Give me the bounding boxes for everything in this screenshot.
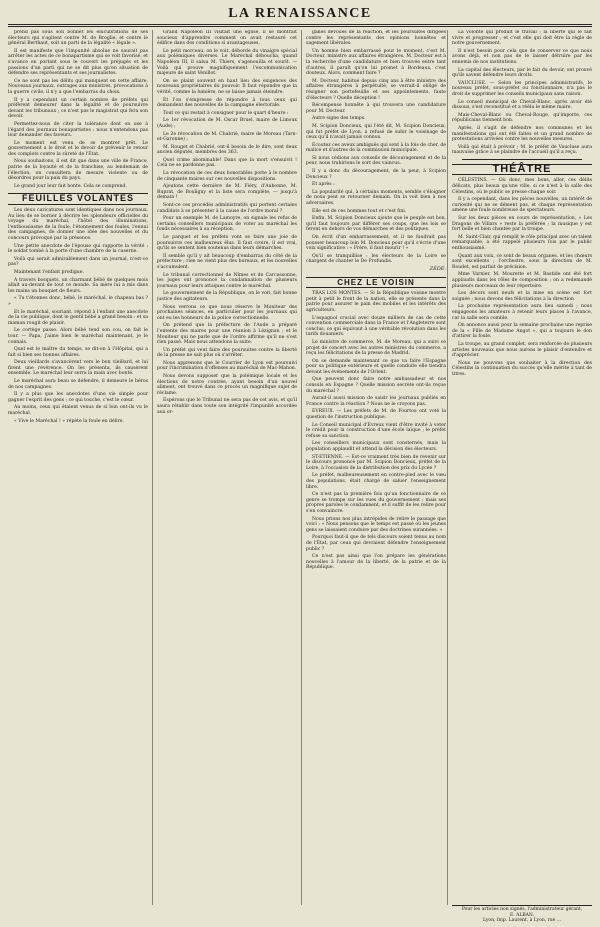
paragraph: Ce ne sont pas les délits qui manquent en cette affaire. Nouveaux journaux, outrages aux ministres, provocations à la guerre civile, il n'y a que l'embarras du choix. [8, 78, 148, 95]
paragraph: Un préfet qui veut faire des poursuites contre la liberté de la presse ne sait plus où s'arrêter. [157, 347, 297, 359]
column-divider [152, 30, 153, 905]
col3-body-2 [306, 291, 446, 571]
paragraph: Si nous cédions aux conseils de découragement et de la peur, nous trahirions le sort des vaincus. [306, 155, 446, 167]
paragraph: « Tu t'étonnes donc, bébé, le maréchal, le chapeau bas ? » [8, 296, 148, 307]
printer-footer [452, 905, 592, 924]
paragraph: Le cortège passe. Alors bébé tend son cou, on fait le tour. — Papa, j'aime bien le maréchal maintenant, je le connais. [8, 328, 148, 345]
paragraph: On se plaint souvent en haut lieu des exigences des nouveaux propriétaires du pouvoir. Il faut répondre que la vérité, comme la lumière, ne se laisse jamais éteindre. [157, 78, 297, 95]
section-title-chez-le-voisin: CHEZ LE VOISIN [306, 277, 446, 289]
paragraph: Quel crime abominable! Dans que la mort s'ensuivit ! Cela ne se pardonne pas. [157, 157, 297, 169]
paragraph: Après, il s'agit de défendre nos communes et les manifestations qui ont été faites et un grand nombre de protestations arrivées contre les nouvelles mesures. [452, 125, 592, 143]
paragraph: Une petite anecdote de l'épouse qui rapporte la vérité : le soldat tombé à la porte d'une chambre de la caserne. [8, 243, 148, 255]
paragraph: Le moment est venu de se montrer prêt. Le gouvernement a le droit et le devoir de prévenir le retour des complots contre la sûreté de l'État. [8, 140, 148, 157]
masthead-title: LA RENAISSANCE [228, 6, 372, 21]
paragraph: VAUCLUSE. — Selon les principes administratifs, le nouveau préfet, sous-préfet ou fonctionnaire, n'a pas le droit de supprimer les conseils municipaux sans raison. [452, 80, 592, 97]
paragraph: Nous souhaitons, il est dit que dans une ville de France, patrie de la loyauté et de la franchise, au lendemain de l'élection, on consultera de mesure violente ou de désordres pour la paix du pays. [8, 159, 148, 182]
paragraph: La popularité qui, à certains moments, semble s'éloigner de nous peut se retourner demain. On la voit bien à nos adversaires. [306, 189, 446, 207]
paragraph: Le gouvernement de la République, on le voit, fait bonne justice des agitateurs. [157, 291, 297, 302]
paragraph: Pourquoi faut-il que de tels discours soient tenus au nom de l'État, par ceux qui devraient défendre l'enseignement public ? [306, 535, 446, 552]
paragraph: Le conseil municipal de Cheval-Blanc, après avoir été dissous, s'est reconstitué et a réélu le même maire. [452, 99, 592, 111]
paragraph: L'espagnol crucial avec douze milliers de cas de cette convention commerciale dans la France et l'Angleterre sont conclus, ce qui équivaut à une véritable révolution dans les tarifs douaniers. [306, 315, 446, 338]
paragraph: On se demande maintenant ce que va faire l'Espagne pour sa politique extérieure et quelle conduite elle tiendra devant les événements de l'Orient. [306, 358, 446, 375]
paragraph: Le Conseil municipal d'Evreux vient d'être invité à voter le crédit pour la construction d'une école laïque ; le préfet refuse sa sanction. [306, 422, 446, 439]
paragraph: La prochaine représentation aura lieu samedi ; nous engageons les amateurs à retenir leurs places à l'avance, car la salle sera comble. [452, 304, 592, 321]
paragraph: Les décors sont neufs et la mise en scène est fort soignée ; nous devons des félicitations à la direction. [452, 291, 592, 302]
paragraph: Nous verrons ce que nous réserve le Moniteur des prochaines séances, en particulier pour les journaux qui ont eu les honneurs de la police correctionnelle. [157, 304, 297, 321]
paragraph: Aurait-il aussi mission de saisir les journaux publiés en France contre la réaction ? Nous ne le croyons pas. [306, 396, 446, 407]
col1-body [8, 30, 148, 189]
section-title-feuilles-volantes: FEUILLES VOLANTES [8, 193, 148, 205]
paragraph: Les conseillers municipaux sont consternés, mais la population applaudit et attend la décision des électeurs. [306, 441, 446, 452]
paragraph: Quel est le maître du temps, se dit-on à l'Hôpital, qui a fait si bien ses bonnes affaires. [8, 347, 148, 358]
paragraph: Il n'est besoin pour cela que de conserver ce que nous avons déjà, et non pas de le laisser détruire par les ennemis de nos institutions. [452, 48, 592, 65]
paragraph: Grand Napoléon III visitait une église, il se montrait soucieux d'apprendre comment on avait restauré cet édifice dans des conditions si avantageuses. [157, 30, 297, 47]
paragraph: Le petit morceau, on le voit, déborde du vinaigre spécial aux polémiques diverses. Le Maréchal déboucha, quand Napoléon III, il salua M. Thiers, s'agenouilla et sourit. — Voilà qui prouve magnifiquement l'excommunication majeure de saint Vénillot. [157, 48, 297, 77]
paragraph: Et l'on s'empresse de répondre à tous ceux qui demandent des nouvelles de la campagne électorale. [157, 97, 297, 109]
paragraph: Il y a cependant, dans les pièces nouvelles, un intérêt de curiosité qui ne se dément pas, et chaque représentation amène une foule nombreuse de spectateurs. [452, 197, 592, 214]
paragraph: Mais-Cheval-Blanc ou Cheval-Rouge, qu'importe, ces républicains tiennent bon. [452, 112, 592, 124]
paragraph: La troupe, au grand complet, sera renforcée de plusieurs artistes nouveaux que nous aurons le plaisir d'entendre et d'apprécier. [452, 341, 592, 359]
paragraph: Le parquet et les préfets vont se faire une joie de poursuivre ces malheureux élus. Il faut croire, il est vrai, qu'ils se sentent bien soutenus dans leurs démarches. [157, 235, 297, 252]
footer-line: Lyon, Imp. Laurent, à Lyon, rue ... [482, 918, 562, 923]
section-end-rule [462, 159, 582, 160]
column-divider [301, 30, 302, 905]
paragraph: Voilà qui était à prévoir ; M. le préfet de Vaucluse aura mauvaise grâce à se plaindre de l'accueil qu'il a reçu. [452, 144, 592, 156]
col2-body [157, 30, 297, 415]
paragraph: Sont-ce ces procédés administratifs qui portent certains candidats à se présenter à la cause de l'ordre moral ? [157, 203, 297, 214]
footer-line: E. ALBAN. [509, 912, 535, 918]
paragraph: Le grand jour leur fait honte. Cela se comprend. [14, 183, 127, 189]
paragraph: TRAS LOS MONTES. — Si la République voisine montre petit à petit le front de la nation, elle se présente dans la patrie pour assurer le pain des mobiles et les intérêts des agriculteurs. [306, 291, 446, 313]
paragraph: Maintenant l'enfant prodigue. [14, 269, 84, 275]
paragraph: Elle est de ces hommes tout et c'est fini. [312, 208, 407, 214]
paragraph: Voilà qui serait admirablement dans un journal, n'est-ce pas? [8, 256, 148, 268]
paragraph: Et le maréchal, souriant, répond à l'enfant une anecdote de la vie publique, dont le gentil bébé a grand besoin : et sa maman rougit de plaisir. [8, 309, 148, 326]
column-4 [452, 30, 592, 902]
paragraph: Quant aux voix, ce sont de beaux organes, et les chœurs sont excellents ; l'orchestre, sous la direction de M. Roudet, est parfait de précision. [452, 253, 592, 270]
paragraph: Le 2e révocation de M. Chabrié, maire de Moreau (Tarn-et-Garonne) ; [157, 131, 297, 143]
paragraph: Et après : [312, 182, 335, 188]
paragraph: ST-ETIENNE. — Est-ce vraiment très bien de revenir sur le discours prononcé par M. Scipion Doncieux, préfet de la Loire, à l'occasion de la distribution des prix du Lycée ? [306, 454, 446, 471]
paragraph: La capital des électeurs, par le fait du devoir, ont prouvé qu'ils savent défendre leurs droits. [452, 67, 592, 79]
paragraph: Espérons que le Tribunal ne sera pas de cet avis, et qu'il saura rétablir dans toute son intégrité l'impunité accordée aux or- [157, 398, 297, 415]
paragraph: Nous devons supposer que la polémique locale et les élections de notre contrée, ayant besoin d'un nouvel aliment, ont trouvé dans ce procès un magnifique sujet de réclame. [157, 374, 297, 396]
paragraph: Il est manifeste que l'impunité absolue ne saurait pas arrêter les actes de ce bonapartisme qui se voit favorisé, et s'avance en portant sous le couvert les préjugés et les passions d'un parti qui ne se dit plus qu'en situation de défendre ses représentants et ses journalistes. [8, 48, 148, 77]
paragraph: Les deux caricatures sont identiques dans nos journaux. Au lieu de se borner à décrire les splendeurs officielles du voyage du maréchal, l'hôtel des illuminations, l'enthousiasme de la foule, l'étonnement des foules, l'ennui des campagnes, de donner une idée des nouvelles et du concours provoqué par la présence. [8, 208, 148, 241]
paragraph: Il y a plus que les anecdotes d'une vie simple pour gagner l'esprit des gens ; ce qui touche, c'est le cœur. [8, 392, 148, 403]
paragraph: Ecoutez ces aveux ambiguës qui sont à la fois de cher, de malice et d'autres de la commission municipale. [306, 142, 446, 154]
paragraph: CÉLESTINS. — Où donc, mes bons, aller, ces délits délicats, plus beaux qu'une ville, si ce n'est à la salle des Célestins, où le public se presse chaque soir. [452, 178, 592, 195]
masthead-rule-double [8, 26, 592, 27]
column-2 [157, 30, 297, 910]
paragraph: Au moins, ceux qui étaient venus de si loin ont-ils vu le maréchal. [8, 405, 148, 417]
paragraph: Un homme bien embarrassé pour le moment, c'est M. Docteur, ministre aux affaires étrangères. M. Docteur est à la recherche d'une candidature et bien trouvée entre tant d'autres, il paraît qu'on lui promet à Bordeaux, c'est douteux. Alors, comment faire ? [306, 48, 446, 77]
paragraph: Autre signe des temps. [312, 116, 366, 122]
paragraph: Le tribunal correctionnel de Nîmes et de Carcassonne, les juges ont prononcé la condamnation de plusieurs journaux pour leurs attaques contre le maréchal. [157, 272, 297, 289]
paragraph: A travers bosquets, un charmant bébé de quelques mois allait au-devant de tout ce monde. Sa mère lui a mis dans les mains un bouquet de fleurs. [8, 277, 148, 294]
paragraph: M. Saint-Clair, qui remplit le rôle principal avec un talent remarquable, a été rappelé plusieurs fois par le public enthousiasmé. [452, 234, 592, 251]
article-signature: ZÉDÉ. [429, 265, 446, 272]
col4-body [452, 30, 592, 156]
paragraph: Le ministre de commerce, M. de Moreau, qui a suivi ce projet de concert avec les autres ministres du commerce, a reçu les félicitations de la presse de Madrid. [306, 339, 446, 357]
paragraph: Récompense honnête à qui trouvera une candidature pour M. Docteur. [306, 103, 446, 114]
paragraph: « Vive le Maréchal ! » répète la foule en délire. [14, 418, 124, 424]
col1-body-2 [8, 208, 148, 424]
paragraph: prend pas sous son bonnet les élucubrations de ses électeurs qui s'agitent contre M. de Broglie, et contre le général Berthaut, soit un parti de la légalité « légale ». [8, 30, 148, 47]
col3-body [306, 30, 446, 265]
paragraph: On écrit d'un embarrassement, et il ne faudrait pas pousser beaucoup loin M. Doncieux pour qu'il s'écrie d'une voix significative : « Frère, il faut mourir ! » [306, 235, 446, 252]
paragraph: La volonté qui produit le travail ; la liberté qui le fait vivre et progresser ; et c'est elle qui doit être la règle de notre gouvernement. [452, 30, 592, 47]
column-divider [447, 30, 448, 905]
column-1 [8, 30, 148, 910]
paragraph: Enfin, M. Scipion Doncieux ajoute que le peuple est bon, qu'il faut toujours par différer ses coups, que les lois se feront en dehors de vos démarches et des politiques. [306, 216, 446, 233]
paragraph: Le maréchal aura beau se défendre, il demeure le héros de nos campagnes. [8, 379, 148, 390]
paragraph: Que peuvent donc faire notre ambassadeur et nos consuls en Espagne ? Quelle mission secrète ont-ils reçue du maréchal ? [306, 377, 446, 394]
paragraph: M. Docteur, habitué depuis cinq ans à être ministre des affaires étrangères à perpétuité, se verrait-il obligé de résigner son portefeuille et ses appointements, faute d'électeurs ? Quelle déception ! [306, 78, 446, 101]
paragraph: Ajoutons cette dernière de M. Fiéry, d'Aubonne, M. Ruprat, de Bouligny et la liste sera complète, — jusqu'à demain ! [157, 184, 297, 201]
paragraph: ganes dévoués de la réaction, et les poursuites dirigées contre les représentants des opinions honnêtes et sagement libérales. [306, 30, 446, 47]
paragraph: M. Rouget et Chabrié, ont-il besoin de le dire, sont deux ancien députés, membres des 363. [157, 144, 297, 156]
paragraph: Ce n'est pas ainsi que l'on prépare les générations nouvelles à l'amour de la liberté, de la patrie et de la République. [306, 554, 446, 571]
footer-line: Pour les articles non signés, l'administrateur gérant, [461, 907, 583, 912]
paragraph: Nous prions nos plus intrépides de relire le passage que voici : « Nous pensons que le temps est passé où les jeunes gens se laissaient conduire par des doctrines surannées. » [306, 516, 446, 533]
col4-body-2 [452, 178, 592, 377]
paragraph: Qu'il se tranquillise : les électeurs de la Loire se chargent de chanter le De Profundis. [306, 253, 446, 265]
paragraph: Il semble qu'il y ait beaucoup d'embarras du côté de la préfecture ; rien ne vient plus des bureaux, et les nouvelles s'accumulent. [157, 253, 297, 270]
paragraph: Nous apprenons que le Courrier de Lyon est poursuivi pour l'incrimination d'offenses au maréchal de Mac-Mahon. [157, 360, 297, 372]
masthead-rule [8, 24, 592, 25]
paragraph: On annonce aussi pour la semaine prochaine une reprise de la « Fille de Madame Angot », qui a toujours le don d'attirer la foule. [452, 323, 592, 340]
paragraph: Permettez-nous de citer la tolérance dont on use à l'égard des journaux bonapartistes : nous n'entendons pas leur demander des faveurs. [8, 121, 148, 139]
paragraph: EVREUX. — Les préfets de M. de Fourtou ont voté la question de l'instruction publique. [306, 409, 446, 421]
paragraph: La révocation de ces deux honorables porte à le nombre de cinquante maires sur ces nouvelles dispositions. [157, 171, 297, 182]
paragraph: Mme Varnier, M. Mourette et M. Bastide ont été fort applaudis dans les rôles de composition ; on a redemandé plusieurs morceaux de leur répertoire. [452, 272, 592, 289]
paragraph: M. Scipion Doncieux, qui l'été dit, M. Scipion Doncieux, qui fut préfet de Lyon, a refusé de subir le voisinage de ceux qu'il n'avait jamais connus. [306, 123, 446, 141]
paragraph: Ce n'est pas la première fois qu'un fonctionnaire de ce genre se trompe sur les vues du gouvernement ; mais ses propres paroles le condamnent, et il suffit de les relire pour s'en convaincre. [306, 492, 446, 514]
column-3 [306, 30, 446, 910]
paragraph: Il y a cependant un certain nombre de préfets qui préfèrent demeurer dans la légalité et de poursuivre devant les tribunaux ; ce n'est pas le magistrat qui fera son devoir. [8, 97, 148, 120]
paragraph: Deux vieillards s'avancèrent vers le bon vieillard, et lui firent une révérence. On les présenta, ils causèrent ensemble. Le maréchal leur serra la main avec bonté. [8, 360, 148, 377]
paragraph: Il y a donc du découragement, de la peur, à Scipion Doncieux ? [306, 169, 446, 180]
paragraph: Pour un exemple M. de Lamoyre, on signale les refus de certains conseillers municipaux de voter au maréchal les fonds nécessaires à sa réception. [157, 216, 297, 233]
paragraph: Le 1er révocation de M. Oscar Bruel, maire de Limoux (Aude) ; [157, 118, 297, 129]
paragraph: Sur les deux pièces en cours de représentation, « Les Dragons de Villars » reste la préférée ; la musique y est fort belle et bien chantée par la troupe. [452, 216, 592, 233]
paragraph: Tout ce qui restait à consigner pour le quart d'heure : [163, 110, 289, 116]
section-title-theatre: THÉÂTRE [452, 164, 592, 176]
paragraph: Nous ne pouvons que souhaiter à la direction des Célestins la continuation du succès qu'elle mérite à tant de titres. [452, 360, 592, 377]
paragraph: On prétend que la préfecture de l'Aude a préparé l'entente des maires pour une réunion à Lézignan ; et le Moniteur qui ne parle que de l'ordre affirme qu'il ne s'est rien passé. Mais nous attendons la suite. [157, 323, 297, 346]
paragraph: Le préfet, malheureusement en contre-pied avec le vœu des populations, était chargé de saluer l'enseignement libre. [306, 473, 446, 490]
